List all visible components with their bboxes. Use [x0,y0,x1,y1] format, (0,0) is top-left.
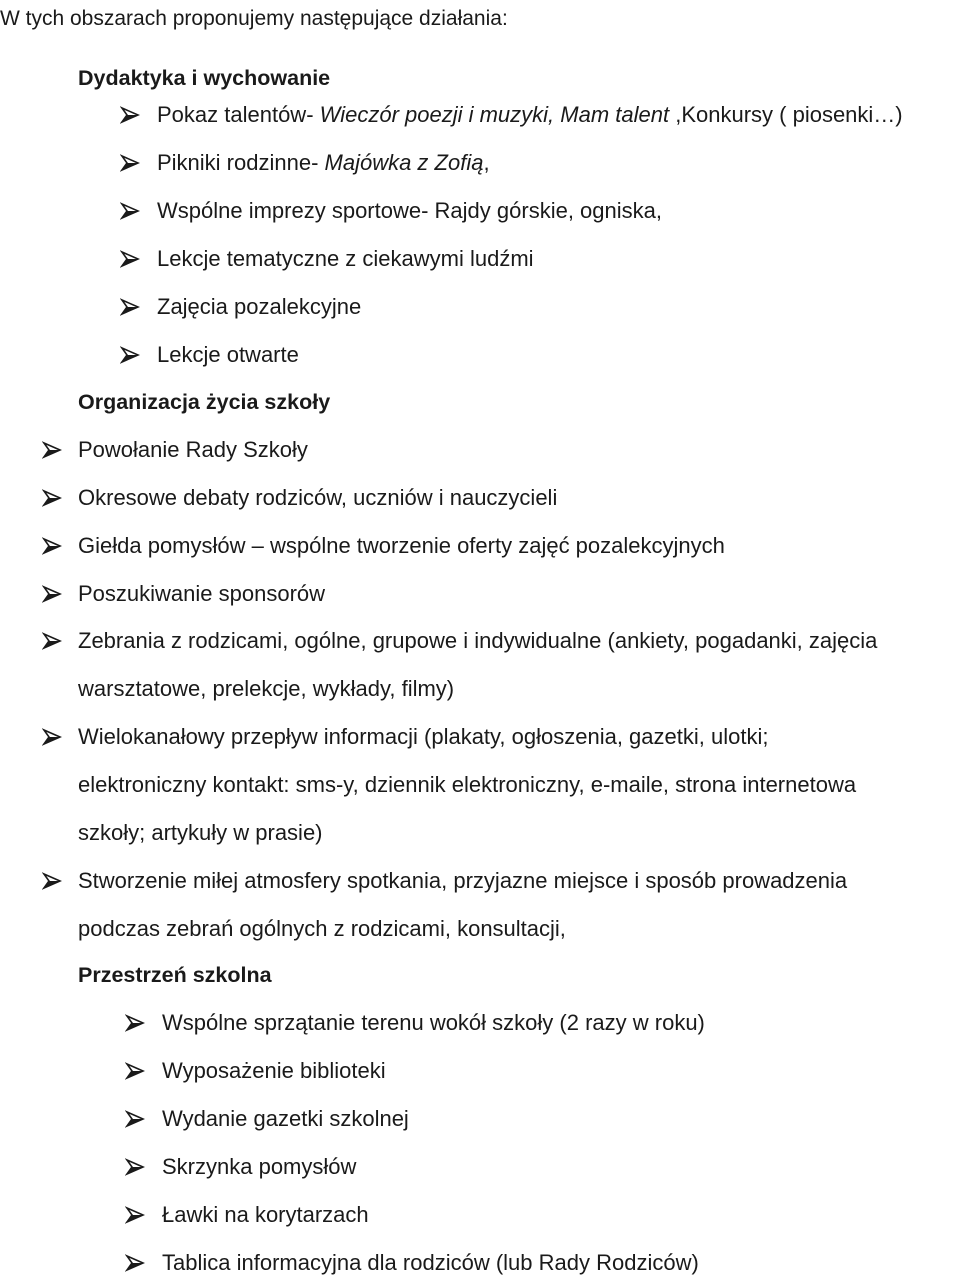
list-item-continuation: szkoły; artykuły w prasie) [78,820,323,845]
arrow-bullet-icon [40,485,64,511]
list-item [157,246,534,272]
list-item-text: Zajęcia pozalekcyjne [157,294,362,319]
list-item: Powołanie Rady Szkoły [78,437,308,462]
arrow-bullet-icon [123,1250,147,1276]
arrow-bullet-icon [123,1202,147,1228]
list-item-italic-text: Majówka z Zofią [324,150,484,175]
list-item: Okresowe debaty rodziców, uczniów i nauczycieli [78,485,558,510]
list-item [157,102,903,128]
list-item-text: Pokaz talentów- [157,102,320,127]
list-item: Tablica informacyjna dla rodziców (lub Rady Rodziców) [162,1250,699,1275]
arrow-bullet-icon [40,724,64,750]
list-item-continuation: elektroniczny kontakt: sms-y, dziennik elektroniczny, e-maile, strona internetowa [78,772,857,797]
section-heading-dydaktyka: Dydaktyka i wychowanie [78,66,331,90]
arrow-bullet-icon [118,246,142,272]
list-item: Poszukiwanie sponsorów [78,581,326,606]
list-item [157,294,361,320]
list-item: Stworzenie miłej atmosfery spotkania, przyjazne miejsce i sposób prowadzenia [78,868,848,893]
arrow-bullet-icon [118,102,142,128]
list-item-text: Lekcje tematyczne z ciekawymi ludźmi [157,246,534,271]
list-item: Skrzynka pomysłów [162,1154,357,1179]
arrow-bullet-icon [40,533,64,559]
arrow-bullet-icon [118,294,142,320]
section-heading-organizacja: Organizacja życia szkoły [78,390,331,414]
list-item: Wspólne sprzątanie terenu wokół szkoły (2 razy w roku) [162,1010,705,1035]
section-heading-przestrzen: Przestrzeń szkolna [78,963,272,987]
list-item-text: Pikniki rodzinne- [157,150,325,175]
arrow-bullet-icon [118,198,142,224]
arrow-bullet-icon [123,1058,147,1084]
list-item-continuation: podczas zebrań ogólnych z rodzicami, konsultacji, [78,916,566,941]
list-item-text: Lekcje otwarte [157,342,299,367]
list-item [157,342,299,368]
list-item: Giełda pomysłów – wspólne tworzenie oferty zajęć pozalekcyjnych [78,533,725,558]
list-item [157,150,490,176]
arrow-bullet-icon [40,628,64,654]
arrow-bullet-icon [123,1154,147,1180]
arrow-bullet-icon [123,1010,147,1036]
arrow-bullet-icon [118,342,142,368]
list-item-italic-text: Wieczór poezji i muzyki, Mam talent [319,102,670,127]
list-item: Wydanie gazetki szkolnej [162,1106,409,1131]
arrow-bullet-icon [123,1106,147,1132]
list-item: Zebrania z rodzicami, ogólne, grupowe i indywidualne (ankiety, pogadanki, zajęcia [78,628,878,653]
list-item [157,198,662,224]
list-item: Wyposażenie biblioteki [162,1058,386,1083]
intro-text: W tych obszarach proponujemy następujące działania: [0,7,508,30]
list-item-text: ,Konkursy ( piosenki…) [669,102,903,127]
list-item-text: , [483,150,490,175]
arrow-bullet-icon [40,581,64,607]
list-item-continuation: warsztatowe, prelekcje, wykłady, filmy) [78,676,455,701]
arrow-bullet-icon [40,868,64,894]
arrow-bullet-icon [40,437,64,463]
list-item: Ławki na korytarzach [162,1202,369,1227]
arrow-bullet-icon [118,150,142,176]
list-item-text: Wspólne imprezy sportowe- Rajdy górskie, ogniska, [157,198,662,223]
list-item: Wielokanałowy przepływ informacji (plakaty, ogłoszenia, gazetki, ulotki; [78,724,769,749]
